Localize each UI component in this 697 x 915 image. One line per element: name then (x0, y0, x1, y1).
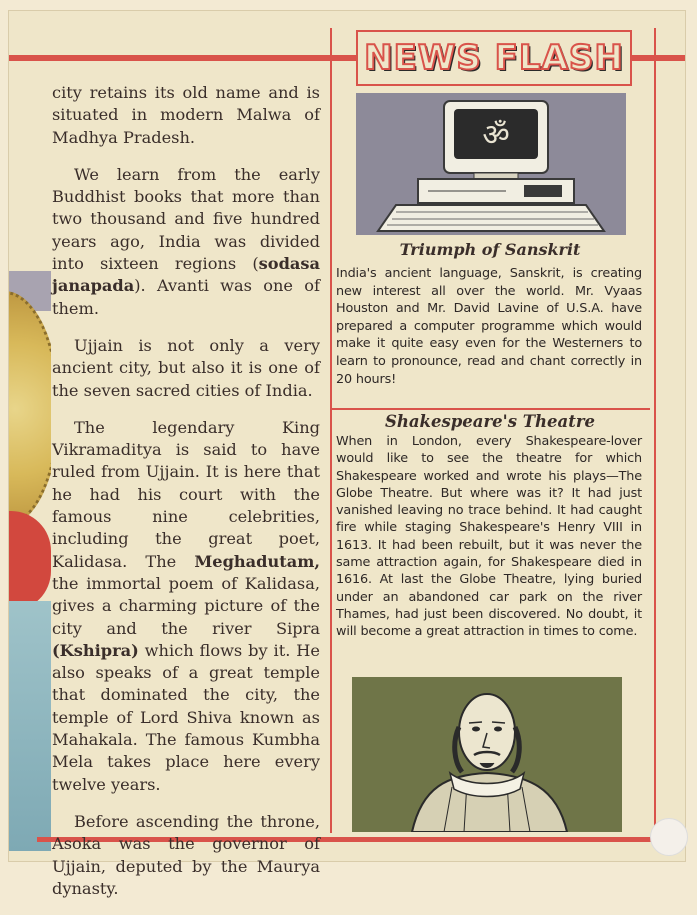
shakespeare-portrait (352, 677, 622, 832)
watermark-logo (650, 818, 688, 856)
paragraph-3: Ujjain is not only a very ancient city, but also it is one of the seven sacred cities of India. (52, 335, 320, 400)
news-flash-title: NEWS FLASH (364, 38, 624, 78)
paragraph-2: We learn from the early Buddhist books that more than two thousand and five hundred years ago, India was divided into sixteen regions (sodasa janapada). Avanti was one of them. (52, 164, 320, 318)
article-sanskrit-body: India's ancient language, Sanskrit, is creating new interest all over the world. Mr. Vyaas Houston and Mr. David Lavine of U.S.A. have prepared a computer programme which would make it quite easy even for the Westerners to learn to pronounce, read and chant correctly in 20 hours! (336, 266, 642, 387)
computer-illustration (356, 93, 626, 235)
article-divider (332, 408, 650, 410)
headline-triumph-of-sanskrit: Triumph of Sanskrit (399, 240, 581, 259)
red-ornament (9, 511, 51, 611)
shakespeare-portrait-icon (352, 677, 622, 832)
news-flash-header (356, 30, 632, 86)
paragraph-1: city retains its old name and is situated in modern Malwa of Madhya Pradesh. (52, 83, 320, 147)
left-column-text (52, 82, 320, 915)
svg-text:ॐ: ॐ (482, 118, 510, 153)
left-illustration (9, 271, 51, 851)
paragraph-4: The legendary King Vikramaditya is said to have ruled from Ujjain. It is here that he had his court with the famous nine celebrities, including the great poet, Kalidasa. The Meghadutam, the immortal poem of Kalidasa, gives a charming picture of the city and the river Sipra (Kshipra) which flows by it. He also speaks of a great temple that dominated the city, the temple of Lord Shiva known as Mahakala. The famous Kumbha Mela takes place here every twelve years. (52, 417, 320, 794)
computer-icon (356, 93, 626, 235)
gold-ornament (9, 291, 51, 527)
article-shakespeare-body: When in London, every Shakespeare-lover would like to see the theatre for which Shakespeare worked and wrote his plays—The Globe Theatre. But where was it? It had just vanished leaving no trace behind. It had caught fire while staging Shakespeare's Henry VIII in 1613. It had been rebuilt, but it was never the same attraction again, for Shakespeare died in 1616. At last the Globe Theatre, lying buried under an abandoned car park on the river Thames, had just been discovered. No doubt, it will become a great attraction in times to come. (336, 434, 642, 640)
headline-shakespeares-theatre: Shakespeare's Theatre (384, 412, 596, 431)
paragraph-5: Before ascending the throne, Asoka was the governor of Ujjain, deputed by the Maurya dynasty. (52, 811, 320, 898)
blue-panel (9, 601, 51, 851)
